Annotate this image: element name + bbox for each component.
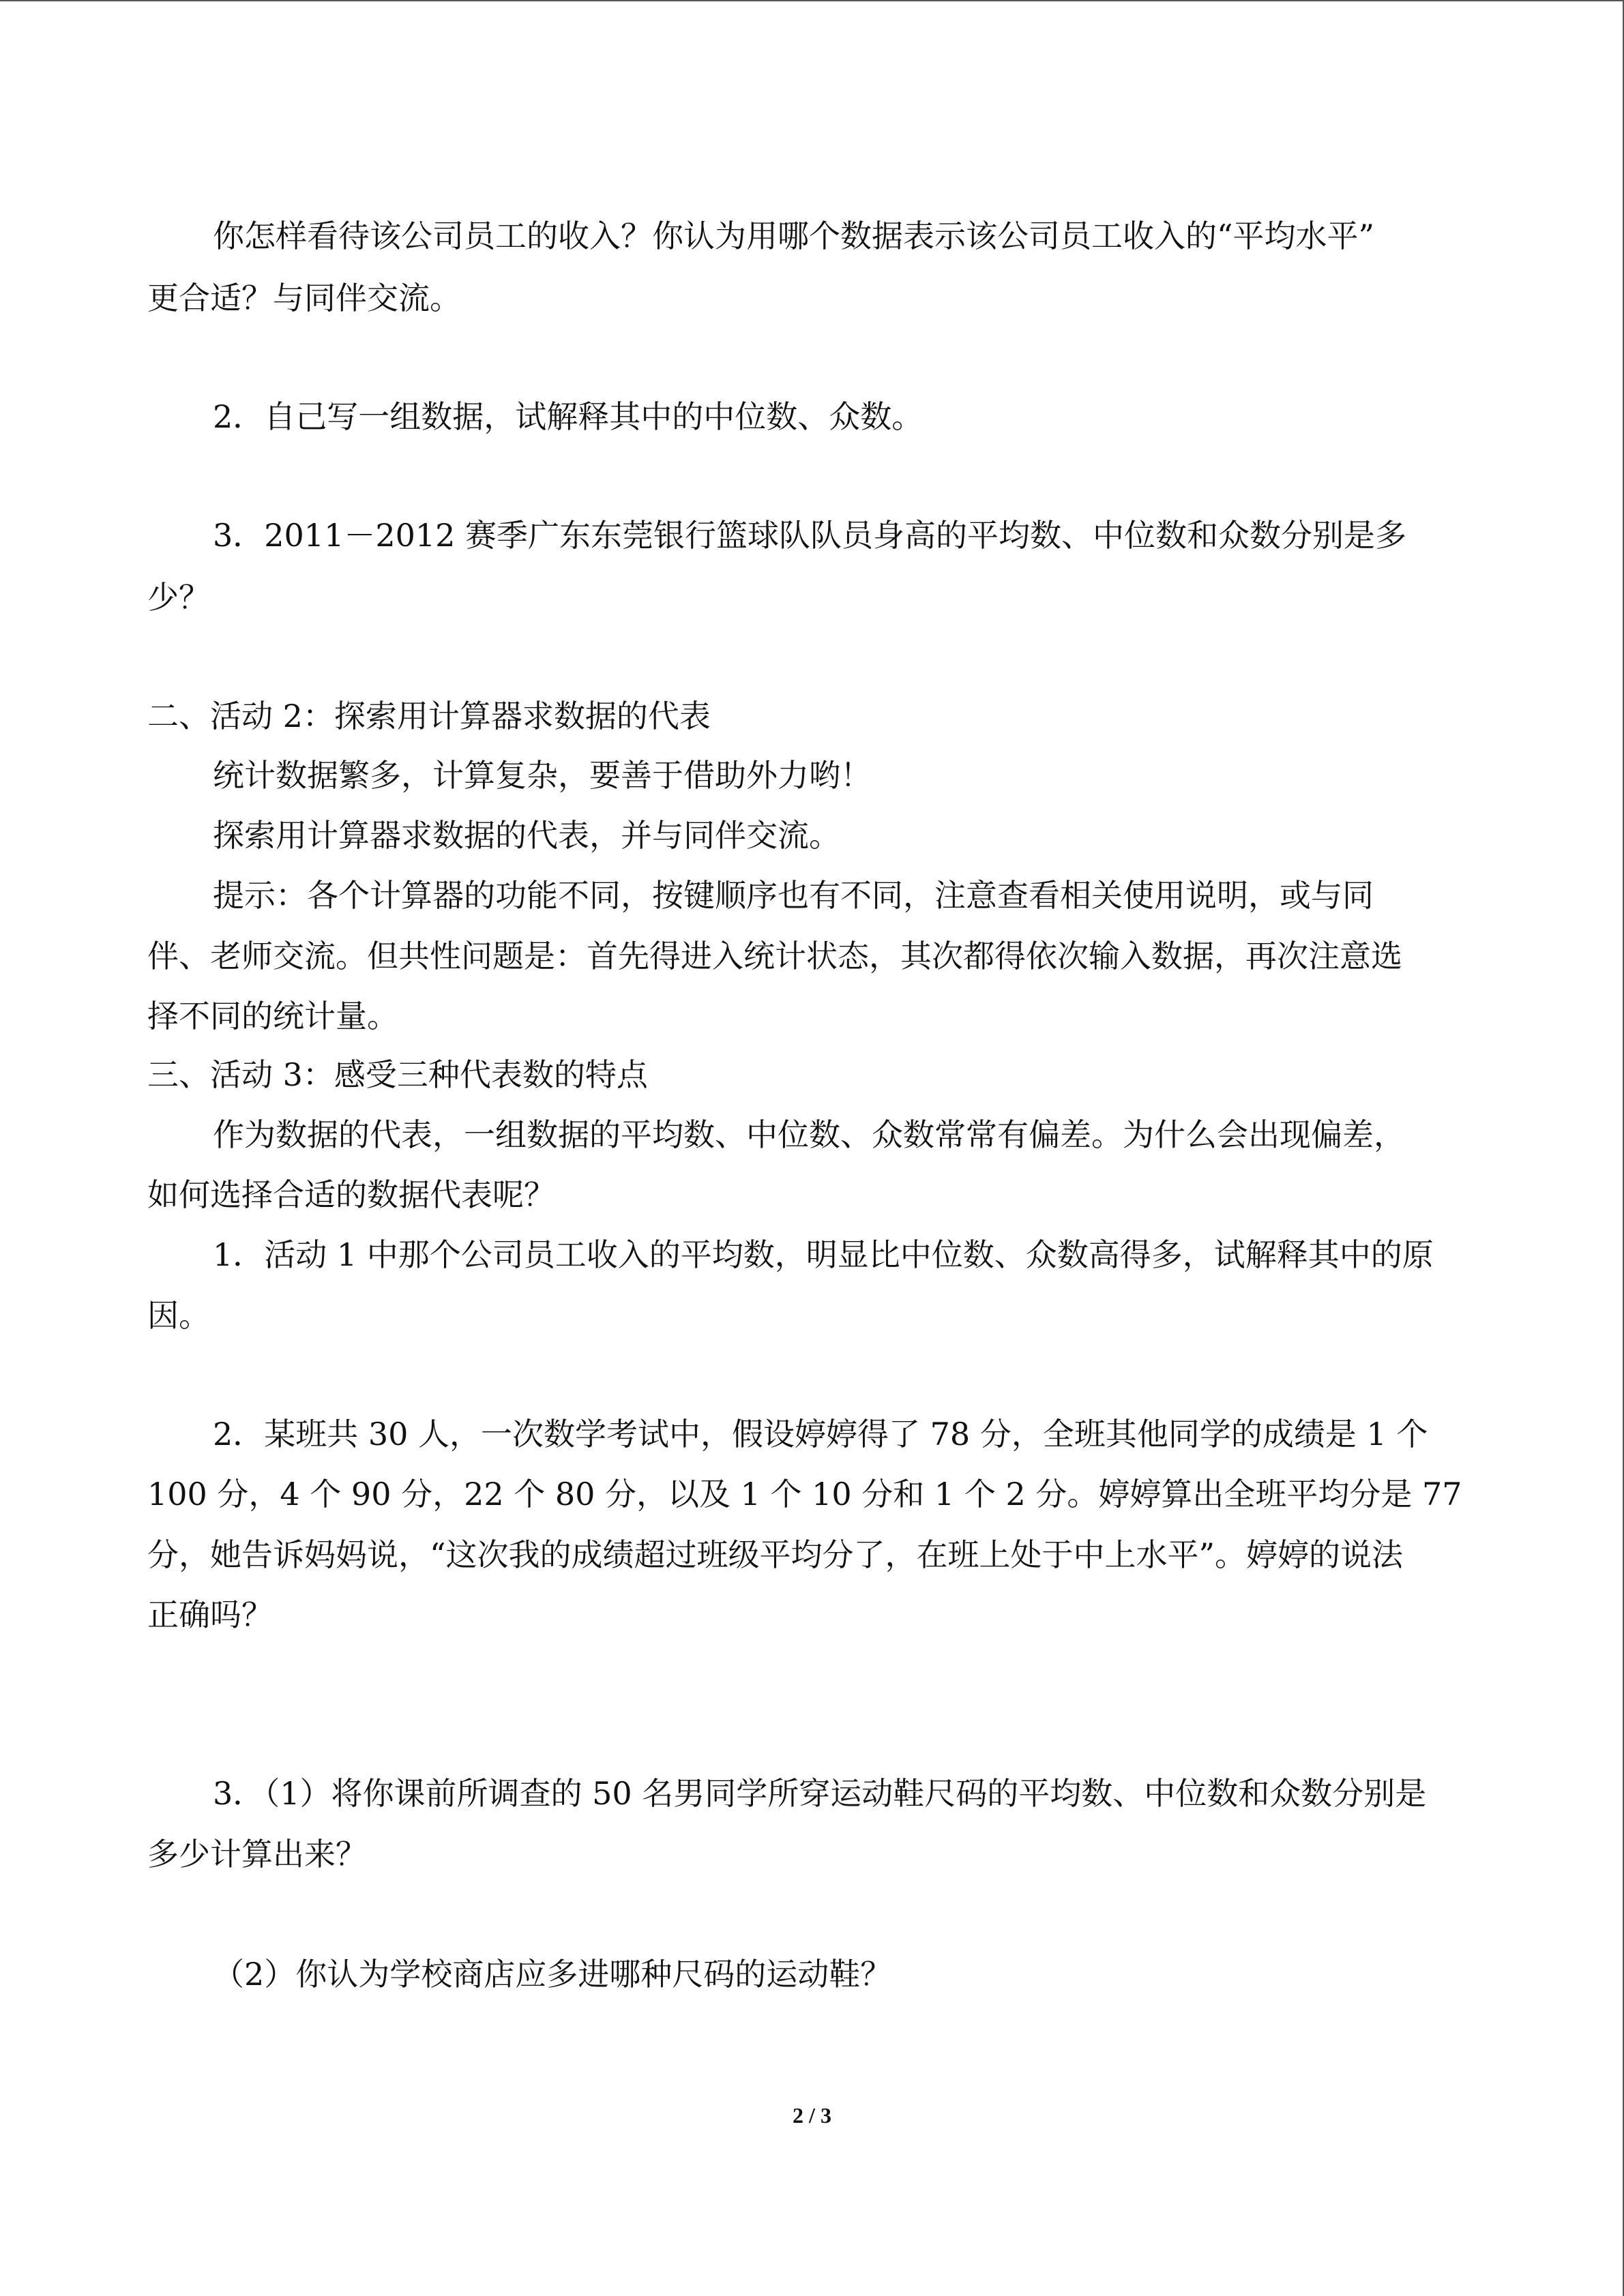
paragraph-line: 更合适？与同伴交流。 <box>147 280 461 316</box>
question-2-line: 2．自己写一组数据，试解释其中的中位数、众数。 <box>213 398 924 435</box>
paragraph-line: 如何选择合适的数据代表呢？ <box>147 1176 555 1213</box>
section-heading-activity-3: 三、活动 3：感受三种代表数的特点 <box>147 1056 648 1093</box>
paragraph-line: 作为数据的代表，一组数据的平均数、中位数、众数常常有偏差。为什么会出现偏差， <box>213 1116 1405 1153</box>
question-3-line: 少？ <box>147 579 210 616</box>
hint-line: 提示：各个计算器的功能不同，按键顺序也有不同，注意查看相关使用说明，或与同 <box>213 877 1374 914</box>
paragraph-line: 统计数据繁多，计算复杂，要善于借助外力哟！ <box>213 757 872 794</box>
activity-3-question-3-line: 3．（1）将你课前所调查的 50 名男同学所穿运动鞋尺码的平均数、中位数和众数分别是 <box>213 1775 1427 1812</box>
activity-3-question-2-line: 2．某班共 30 人，一次数学考试中，假设婷婷得了 78 分，全班其他同学的成绩是 1 个 <box>213 1416 1428 1452</box>
activity-3-question-2-line: 100 分，4 个 90 分，22 个 80 分，以及 1 个 10 分和 1 个 2 分。婷婷算出全班平均分是 77 <box>147 1476 1462 1512</box>
hint-line: 择不同的统计量。 <box>147 998 398 1034</box>
paragraph-line: 探索用计算器求数据的代表，并与同伴交流。 <box>213 817 840 854</box>
page-top-border <box>0 0 1624 1</box>
activity-3-question-1-line: 因。 <box>147 1297 210 1334</box>
page-number: 2 / 3 <box>793 2103 831 2128</box>
activity-3-question-3-line: 多少计算出来？ <box>147 1836 367 1873</box>
hint-line: 伴、老师交流。但共性问题是：首先得进入统计状态，其次都得依次输入数据，再次注意选 <box>147 938 1402 974</box>
activity-3-question-2-line: 正确吗？ <box>147 1596 273 1633</box>
activity-3-question-3-sub-2-line: （2）你认为学校商店应多进哪种尺码的运动鞋？ <box>213 1956 892 1993</box>
question-3-line: 3．2011－2012 赛季广东东莞银行篮球队队员身高的平均数、中位数和众数分别是多 <box>213 517 1407 554</box>
paragraph-line: 你怎样看待该公司员工的收入？你认为用哪个数据表示该公司员工收入的“平均水平” <box>213 218 1375 254</box>
activity-3-question-1-line: 1．活动 1 中那个公司员工收入的平均数，明显比中位数、众数高得多，试解释其中的原 <box>213 1236 1434 1273</box>
activity-3-question-2-line: 分，她告诉妈妈说，“这次我的成绩超过班级平均分了，在班上处于中上水平”。婷婷的说法 <box>147 1536 1404 1573</box>
section-heading-activity-2: 二、活动 2：探索用计算器求数据的代表 <box>147 698 711 734</box>
